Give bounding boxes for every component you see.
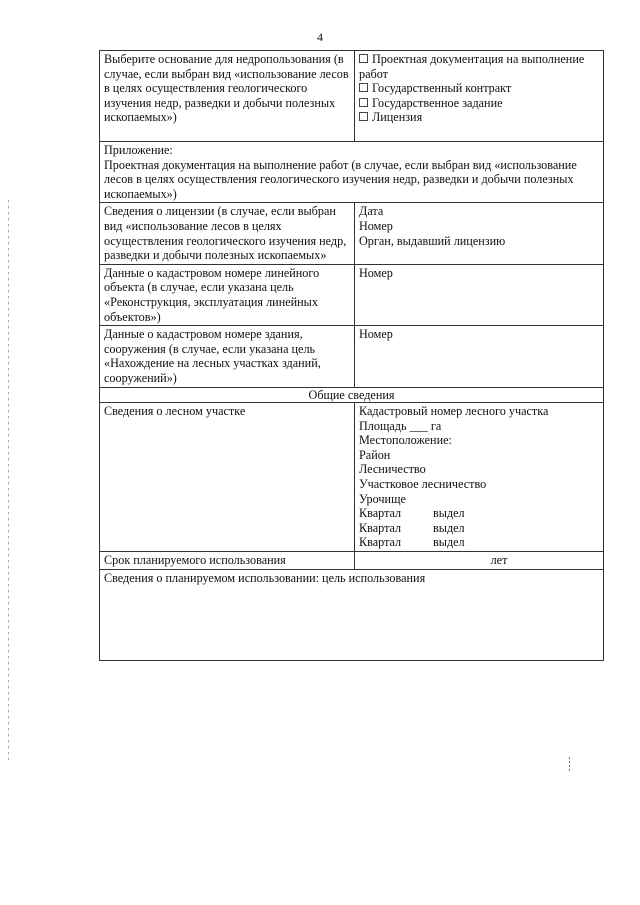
scan-side-mark [569, 757, 570, 771]
appendix-title: Приложение: [104, 143, 173, 157]
basis-label: Выберите основание для недропользования (в случае, если выбран вид «использование лесов в целях осуществления геологического изучения недр, разведки и добычи полезных ископаемых») [100, 51, 355, 142]
license-label: Сведения о лицензии (в случае, если выбран вид «использование лесов в целях осуществления геологического изучения недр, разведки и добычи полезных ископаемых» [100, 203, 355, 264]
row-linear-object [100, 264, 604, 325]
forest-area: Площадь ___ га [359, 418, 442, 433]
option-state-task[interactable]: Государственное задание [359, 96, 599, 111]
checkbox-icon[interactable] [359, 83, 368, 92]
forest-district: Район [359, 447, 391, 462]
forest-location: Местоположение: [359, 433, 452, 448]
option-project-docs[interactable]: Проектная документация на выполнение работ [359, 52, 585, 81]
forest-cadastral: Кадастровый номер лесного участка [359, 404, 549, 419]
option-license[interactable]: Лицензия [359, 110, 599, 125]
scan-margin-marks [8, 200, 9, 760]
checkbox-icon[interactable] [359, 98, 368, 107]
row-general-header [100, 387, 604, 403]
license-number: Номер [359, 218, 393, 233]
row-usage [100, 569, 604, 660]
license-date: Дата [359, 204, 384, 219]
row-basis [100, 51, 604, 142]
row-term [100, 552, 604, 570]
license-fields [355, 203, 604, 264]
term-value [355, 552, 604, 570]
row-appendix [100, 142, 604, 203]
building-number: Номер [355, 326, 604, 387]
forest-quarter-row: Квартал выдел [359, 520, 465, 535]
forest-quarter-row: Квартал выдел [359, 535, 465, 550]
usage-cell [100, 569, 604, 660]
row-license [100, 203, 604, 264]
linear-label: Данные о кадастровом номере линейного объекта (в случае, если указана цель «Реконструкция, эксплуатация линейных объектов») [100, 264, 355, 325]
term-unit: лет [490, 553, 508, 568]
forest-label: Сведения о лесном участке [100, 403, 355, 552]
building-label: Данные о кадастровом номере здания, сооружения (в случае, если указана цель «Нахождение на лесных участках зданий, сооружений») [100, 326, 355, 387]
basis-options [355, 51, 604, 142]
row-building [100, 326, 604, 387]
forest-tract: Урочище [359, 491, 406, 506]
general-header: Общие сведения [100, 387, 604, 403]
linear-number: Номер [355, 264, 604, 325]
forest-quarter-row: Квартал выдел [359, 506, 465, 521]
page-number: 4 [317, 30, 323, 44]
term-label: Срок планируемого использования [100, 552, 355, 570]
forest-sub-forestry: Участковое лесничество [359, 477, 487, 492]
forest-forestry: Лесничество [359, 462, 426, 477]
row-forest-plot [100, 403, 604, 552]
option-state-contract[interactable]: Государственный контракт [359, 81, 599, 96]
checkbox-icon[interactable] [359, 54, 368, 63]
appendix-cell [100, 142, 604, 203]
appendix-text: Проектная документация на выполнение работ (в случае, если выбран вид «использование лесов в целях осуществления геологического изучения недр, разведки и добычи полезных ископаемых») [104, 157, 577, 201]
license-authority: Орган, выдавший лицензию [359, 233, 506, 248]
checkbox-icon[interactable] [359, 112, 368, 121]
application-form-table [99, 50, 604, 661]
usage-label: Сведения о планируемом использовании: цель использования [104, 570, 426, 585]
forest-details [355, 403, 604, 552]
